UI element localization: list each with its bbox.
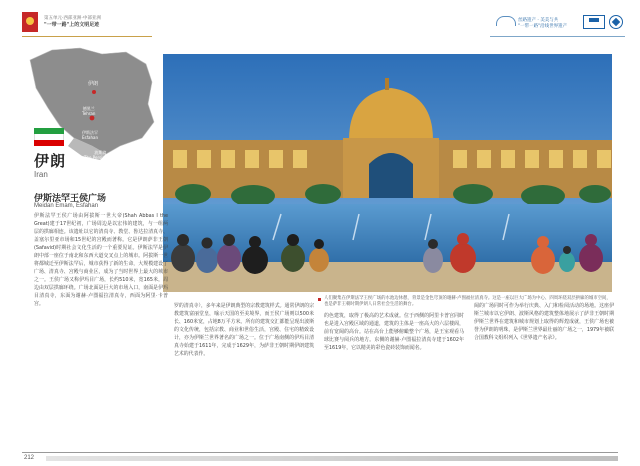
map-capital-cn: 德黑兰 (82, 106, 95, 111)
country-name-cn: 伊朗 (34, 152, 67, 170)
footer-decorative-bar (46, 456, 618, 461)
map-gulf-label (84, 150, 117, 160)
body-text-column-4: 阔的广场同时可作为举行庆典、入门和检阅活动的场地。这座伊斯兰城市以它伊朗、波斯风格的建筑整体地展示了萨非王朝时期伊斯兰世界在建筑和城市规划上取得的辉煌成就，王侯广场也被誉为伊朗的明珠，是伊斯兰世界最壮丽的广场之一，1979年被联合国教科文组织列入《世界遗产名录》。 (474, 303, 614, 341)
map-gulf-cn: 波斯湾 (94, 150, 107, 155)
map-country-label: 伊朗 (88, 81, 99, 87)
atlas-logo-icon (496, 16, 516, 26)
country-name-en: Iran (34, 170, 48, 179)
header-section-label: 第五单元·西部亚洲·中部亚洲 (44, 16, 101, 21)
page-footer (0, 444, 640, 466)
square-photo (163, 54, 612, 292)
page-number: 212 (24, 455, 35, 461)
site-title-en: Meidan Emam, Esfahan (34, 203, 99, 209)
caption-marker-icon (318, 298, 321, 301)
body-text-column-3: 的色建筑，取得了极高的艺术成就。位于西侧的阿里卡普宫同时也是进入宫殿区域的通道，建筑的主体是一座高大的六层楼阁，前有宽阔的高台。站在高台上能够俯瞰整个广场，是王室观看马球比赛与阅兵的地方。东侧的谢赫·卢图福拉清真寺建于1602年至1619年，它以精美的彩色瓷砖装饰而闻名。 (324, 313, 464, 351)
site-title-cn: 伊斯法罕王侯广场 (34, 194, 107, 204)
header-right-title: 丝路遗产 · 美美与共 (518, 18, 559, 23)
body-text-column-2: 罗的清真寺），多年来是伊朗典型的宗教建筑样式。通常伊朗的宗教建筑富丽堂皇，喻示天国的至美境界，而王侯广场则以500米长、160米宽，占地8万平方米。所有的建筑交汇都能呈现出波斯的文化传统，包括宗教、商业和世俗生活，宫殿、住宅的精致设计，亦为伊斯兰世界著名的广场之一。位于广场南侧的伊玛目清真寺始建于1611年，完成于1629年，为萨非王朝时期伊朗建筑艺术的代表作。 (174, 303, 314, 357)
series-logo-icon (22, 12, 38, 32)
tehran-marker-icon (92, 90, 96, 94)
map-site-en: Esfahan (82, 135, 98, 140)
page-header (0, 0, 640, 44)
unesco-logo-icon (583, 15, 605, 29)
header-left (44, 16, 101, 28)
photo-caption: 人们聚集在伊斯法罕王侯广场的水池边休憩，背景是金色穹顶的谢赫·卢图福拉清真寺。这是一座以巨大广场为中心、四周环绕双层拱廊的城市空间，也是萨非王朝时期伊朗人日常社会生活的舞台。 (324, 296, 611, 307)
esfahan-marker-icon (90, 116, 95, 121)
world-heritage-emblem-icon (609, 15, 623, 29)
footer-divider (22, 452, 618, 453)
map-site-cn: 伊斯法罕 (82, 130, 98, 135)
map-gulf-en: The Persian Gulf (84, 155, 117, 160)
iran-flag-icon (34, 128, 64, 146)
header-right-subtitle: "一带一路"沿线世界遗产 (518, 24, 568, 29)
map-site-label (82, 130, 98, 140)
mosque-photo-illustration (163, 54, 612, 292)
header-divider-right (490, 36, 625, 37)
map-capital-label (82, 106, 95, 116)
body-text-column-1: 伊斯法罕王侯广场由阿拔斯一世大帝(Shah Abbas I the Great)建于17世纪初，广场周边是以宏伟的建筑，与一组两层的拱廊相连。该遗址以它的清真寺、教堂、鲁达拉清真寺、盖塞尔里亚市场和15世纪的宫殿而著称。它是伊朗萨非王朝(Safavid)时期社会文化生活的一个重要见证。伊斯法罕是伊朗中部一座位于南北和东西大道交叉点上的城市。阿拔斯一世将都城迁至伊斯法罕后，城市获得了新的生命，大规模建设了广场、清真寺、宫殿与商业区，成为了当时世界上最大的城市之一。王侯广场又称伊玛目广场，长约510米，宽165米，周边由双层拱廊环绕。广场北面是巨大的市场入口，南面是伊玛目清真寺，东面为谢赫·卢图福拉清真寺，西面为阿里·卡普宫。 (34, 213, 168, 307)
header-divider (22, 36, 152, 37)
map-capital-en: Tehran (82, 111, 96, 116)
flag-stripe-red (34, 140, 64, 146)
header-right (518, 18, 567, 30)
header-series-title: "一带一路"上的文明足迹 (44, 22, 100, 28)
